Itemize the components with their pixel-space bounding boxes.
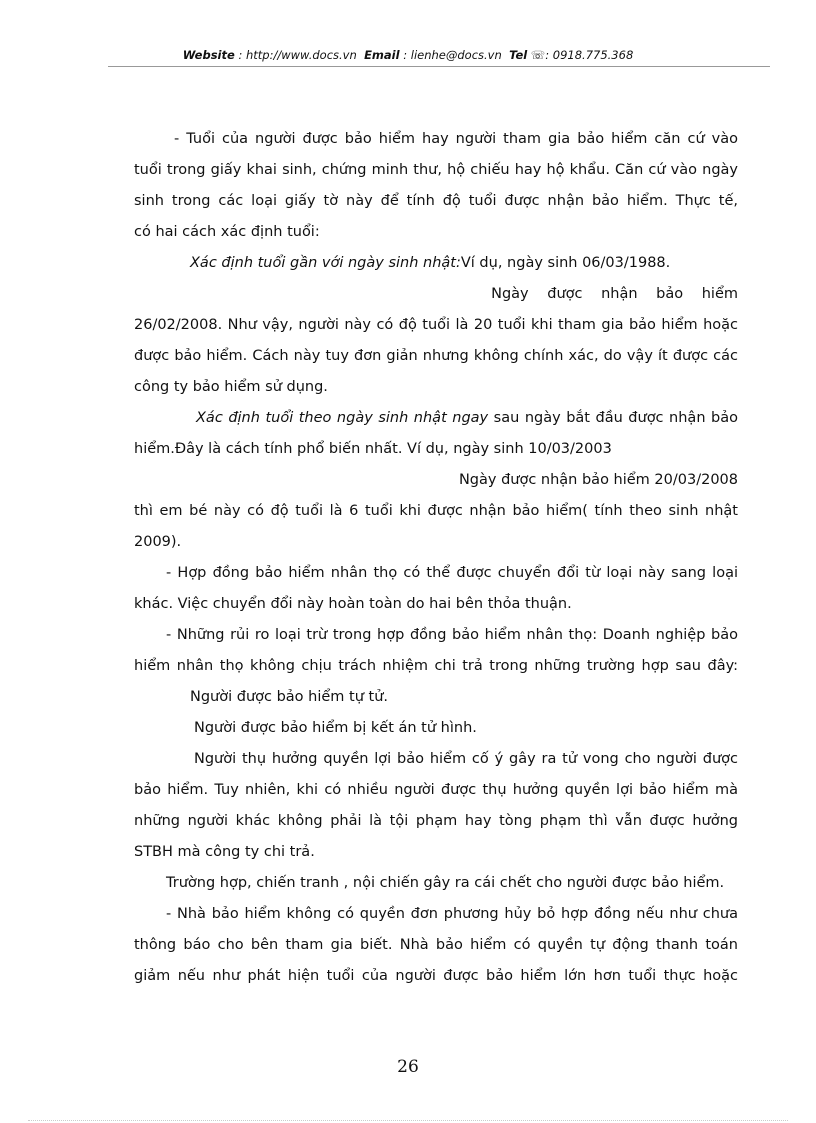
- text-line: khác. Việc chuyển đổi này hoàn toàn do hai bên thỏa thuận.: [134, 596, 572, 612]
- text-line: được bảo hiểm. Cách này tuy đơn giản nhưng không chính xác, do vậy ít được các: [134, 348, 738, 364]
- text-line: thì em bé này có độ tuổi là 6 tuổi khi được nhận bảo hiểm( tính theo sinh nhật: [134, 503, 738, 519]
- list-item: Người thụ hưởng quyền lợi bảo hiểm cố ý gây ra tử vong cho người được: [194, 751, 738, 767]
- page-header: [0, 48, 816, 62]
- email-value[interactable]: : lienhe@docs.vn: [403, 48, 502, 62]
- text-line: - Những rủi ro loại trừ trong hợp đồng bảo hiểm nhân thọ: Doanh nghiệp bảo: [166, 627, 738, 643]
- method-two-line: [134, 403, 738, 434]
- website-label: Website: [182, 48, 235, 62]
- method-two-text: sau ngày bắt đầu được nhận bảo: [488, 410, 738, 426]
- text-line: Ngày được nhận bảo hiểm: [491, 286, 738, 302]
- tel-label: Tel: [509, 48, 528, 62]
- text-line: giảm nếu như phát hiện tuổi của người được bảo hiểm lớn hơn tuổi thực hoặc: [134, 968, 738, 984]
- text-line: hiểm nhân thọ không chịu trách nhiệm chi trả trong những trường hợp sau đây:: [134, 658, 738, 674]
- method-one-line: [134, 248, 738, 279]
- text-line: hiểm.Đây là cách tính phổ biến nhất. Ví dụ, ngày sinh 10/03/2003: [134, 441, 612, 457]
- page-number: 26: [397, 1057, 419, 1077]
- text-line: tuổi trong giấy khai sinh, chứng minh thư, hộ chiếu hay hộ khẩu. Căn cứ vào ngày: [134, 162, 738, 178]
- list-item: Người được bảo hiểm bị kết án tử hình.: [194, 720, 477, 736]
- list-item: Người được bảo hiểm tự tử.: [190, 689, 389, 705]
- text-line: Ngày được nhận bảo hiểm 20/03/2008: [458, 472, 738, 488]
- method-one-heading: Xác định tuổi gần với ngày sinh nhật:: [190, 255, 461, 271]
- text-line: 26/02/2008. Như vậy, người này có độ tuổi là 20 tuổi khi tham gia bảo hiểm hoặc: [134, 317, 738, 333]
- header-divider: [108, 66, 770, 67]
- tel-value: : 0918.775.368: [545, 48, 634, 62]
- footer-divider: [28, 1120, 788, 1121]
- method-two-heading: Xác định tuổi theo ngày sinh nhật ngay: [196, 410, 489, 426]
- phone-icon: ☏: [530, 48, 546, 62]
- text-line: thông báo cho bên tham gia biết. Nhà bảo hiểm có quyền tự động thanh toán: [134, 937, 738, 953]
- text-line: - Tuổi của người được bảo hiểm hay người tham gia bảo hiểm căn cứ vào: [174, 131, 738, 147]
- method-one-text: Ví dụ, ngày sinh 06/03/1988.: [460, 255, 671, 271]
- text-line: sinh trong các loại giấy tờ này để tính độ tuổi được nhận bảo hiểm. Thực tế,: [134, 193, 738, 209]
- text-line: bảo hiểm. Tuy nhiên, khi có nhiều người được thụ hưởng quyền lợi bảo hiểm mà: [134, 782, 738, 798]
- text-line: công ty bảo hiểm sử dụng.: [134, 379, 328, 395]
- text-line: có hai cách xác định tuổi:: [134, 224, 320, 240]
- document-body: [134, 124, 738, 992]
- text-line: - Hợp đồng bảo hiểm nhân thọ có thể được chuyển đổi từ loại này sang loại: [166, 565, 738, 581]
- website-value[interactable]: : http://www.docs.vn: [238, 48, 357, 62]
- text-line: - Nhà bảo hiểm không có quyền đơn phương hủy bỏ hợp đồng nếu như chưa: [166, 906, 738, 922]
- text-line: những người khác không phải là tội phạm hay tòng phạm thì vẫn được hưởng: [134, 813, 738, 829]
- text-line: 2009).: [134, 534, 182, 550]
- list-item: Trường hợp, chiến tranh , nội chiến gây ra cái chết cho người được bảo hiểm.: [166, 875, 725, 891]
- email-label: Email: [364, 48, 400, 62]
- text-line: STBH mà công ty chi trả.: [134, 844, 315, 860]
